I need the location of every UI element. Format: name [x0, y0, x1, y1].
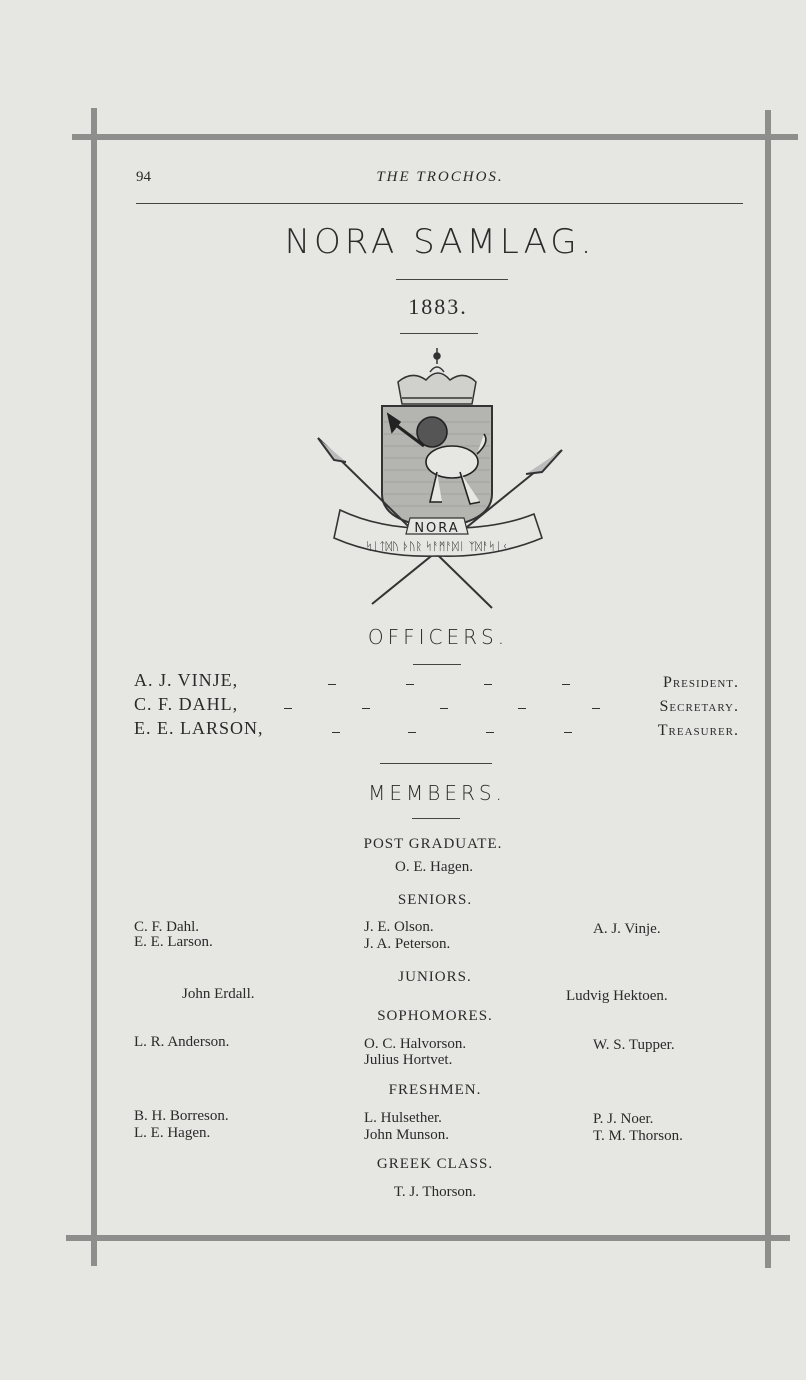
members-heading: MEMBERS.: [368, 781, 506, 805]
sophomore-right-1: W. S. Tupper.: [593, 1037, 675, 1053]
freshman-left-1: B. H. Borreson.: [134, 1108, 229, 1124]
post-graduate-label: POST GRADUATE.: [363, 836, 503, 852]
officer-name-1: A. J. VINJE,: [134, 670, 239, 690]
sophomore-left-1: L. R. Anderson.: [134, 1034, 230, 1050]
year-rule: [400, 333, 478, 334]
emblem-banner-text: NORA: [414, 521, 460, 536]
sophomore-center-2: Julius Hortvet.: [364, 1052, 453, 1068]
crown-icon: [398, 348, 476, 404]
freshman-right-1: P. J. Noer.: [593, 1111, 654, 1127]
frame-right-rule: [765, 110, 771, 1268]
running-head: THE TROCHOS.: [376, 169, 504, 185]
members-rule: [412, 818, 460, 819]
frame-left-rule: [91, 108, 97, 1266]
leader-dash: [284, 708, 292, 709]
sophomores-label: SOPHOMORES.: [377, 1008, 493, 1024]
senior-left-2: E. E. Larson.: [134, 934, 213, 950]
officers-heading: OFFICERS.: [367, 625, 509, 649]
leader-dash: [328, 684, 336, 685]
leader-dash: [440, 708, 448, 709]
header-rule: [136, 203, 743, 204]
frame-top-rule: [72, 134, 798, 140]
freshman-center-2: John Munson.: [364, 1127, 450, 1143]
leader-dash: [486, 732, 494, 733]
title-rule: [396, 279, 508, 280]
post-graduate-name: O. E. Hagen.: [395, 859, 473, 875]
seniors-label: SENIORS.: [397, 892, 473, 908]
greek-class-name: T. J. Thorson.: [393, 1184, 477, 1200]
freshman-right-2: T. M. Thorson.: [593, 1128, 683, 1144]
leader-dash: [564, 732, 572, 733]
officer-role-1: President.: [662, 674, 739, 691]
sophomore-center-1: O. C. Halvorson.: [364, 1036, 467, 1052]
freshman-center-1: L. Hulsether.: [364, 1110, 442, 1126]
officer-name-3: E. E. LARSON,: [134, 718, 264, 738]
officer-role-3: Treasurer.: [657, 722, 739, 739]
senior-left-1: C. F. Dahl.: [134, 919, 200, 935]
page-number: 94: [136, 169, 151, 185]
freshman-left-2: L. E. Hagen.: [134, 1125, 211, 1141]
officer-role-2: Secretary.: [659, 698, 739, 715]
frame-bottom-rule: [66, 1235, 790, 1241]
freshmen-label: FRESHMEN.: [388, 1082, 482, 1098]
leader-dash: [332, 732, 340, 733]
senior-right-1: A. J. Vinje.: [593, 921, 661, 937]
year: 1883.: [408, 294, 468, 319]
leader-dash: [562, 684, 570, 685]
juniors-label: JUNIORS.: [398, 969, 472, 985]
junior-right-1: Ludvig Hektoen.: [566, 988, 668, 1004]
section-rule: [380, 763, 492, 764]
senior-center-1: J. E. Olson.: [364, 919, 434, 935]
page-title: NORA SAMLAG.: [284, 222, 596, 262]
leader-dash: [406, 684, 414, 685]
junior-left-1: John Erdall.: [182, 986, 255, 1002]
greek-class-label: GREEK CLASS.: [376, 1156, 494, 1172]
coat-of-arms-emblem: [312, 342, 568, 614]
senior-center-2: J. A. Peterson.: [364, 936, 451, 952]
leader-dash: [362, 708, 370, 709]
leader-dash: [484, 684, 492, 685]
officers-rule: [413, 664, 461, 665]
leader-dash: [408, 732, 416, 733]
leader-dash: [592, 708, 600, 709]
emblem-runes: ᛋᛁᛏᛞᚢ ᚦᚢᚱ ᛋᚨᛗᚨᛞᛁ ᛉᛞᚨᛋᛁᚲ: [365, 540, 509, 553]
officer-name-2: C. F. DAHL,: [134, 694, 239, 714]
leader-dash: [518, 708, 526, 709]
